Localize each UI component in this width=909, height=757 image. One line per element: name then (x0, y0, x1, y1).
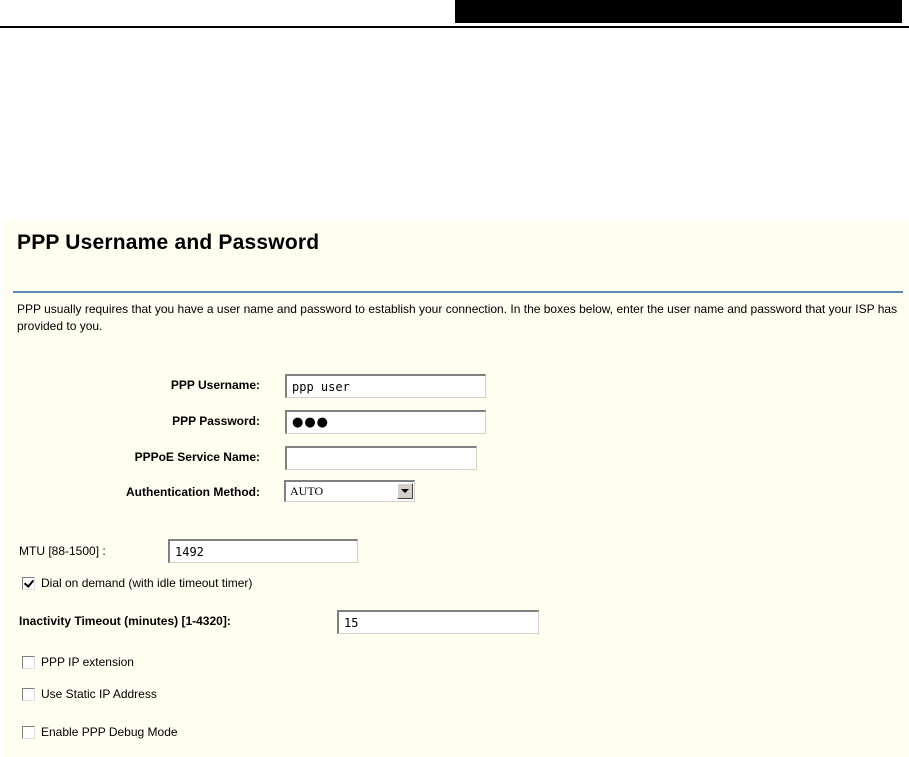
header-black-bar (455, 0, 902, 23)
title-divider (13, 291, 903, 293)
username-input[interactable]: ppp user (285, 374, 486, 398)
auth-method-value: AUTO (290, 484, 324, 498)
debug-mode-label: Enable PPP Debug Mode (41, 725, 178, 739)
dial-on-demand-checkbox[interactable] (22, 577, 35, 590)
ppp-ip-extension-checkbox[interactable] (22, 656, 35, 669)
password-input[interactable]: ●●● (285, 410, 486, 434)
static-ip-label: Use Static IP Address (41, 687, 157, 701)
mtu-input[interactable]: 1492 (168, 539, 358, 563)
page-description: PPP usually requires that you have a user name and password to establish your connection. In the boxes below, enter the user name and password that your ISP has provided to you. (17, 302, 898, 333)
header-rule (0, 26, 909, 28)
dial-on-demand-label: Dial on demand (with idle timeout timer) (41, 576, 253, 590)
static-ip-checkbox[interactable] (22, 688, 35, 701)
inactivity-timeout-input[interactable]: 15 (337, 610, 539, 634)
inactivity-timeout-label: Inactivity Timeout (minutes) [1-4320]: (19, 614, 231, 628)
mtu-label: MTU [88-1500] : (19, 544, 106, 558)
debug-mode-checkbox[interactable] (22, 726, 35, 739)
ppp-ip-extension-label: PPP IP extension (41, 655, 134, 669)
page-title: PPP Username and Password (17, 231, 320, 254)
service-name-input[interactable] (285, 446, 477, 470)
username-label: PPP Username: (170, 378, 260, 392)
auth-method-label: Authentication Method: (126, 485, 260, 499)
chevron-down-icon[interactable] (397, 483, 413, 499)
password-label: PPP Password: (172, 414, 260, 428)
auth-method-select[interactable] (284, 480, 415, 502)
service-name-label: PPPoE Service Name: (134, 450, 260, 464)
